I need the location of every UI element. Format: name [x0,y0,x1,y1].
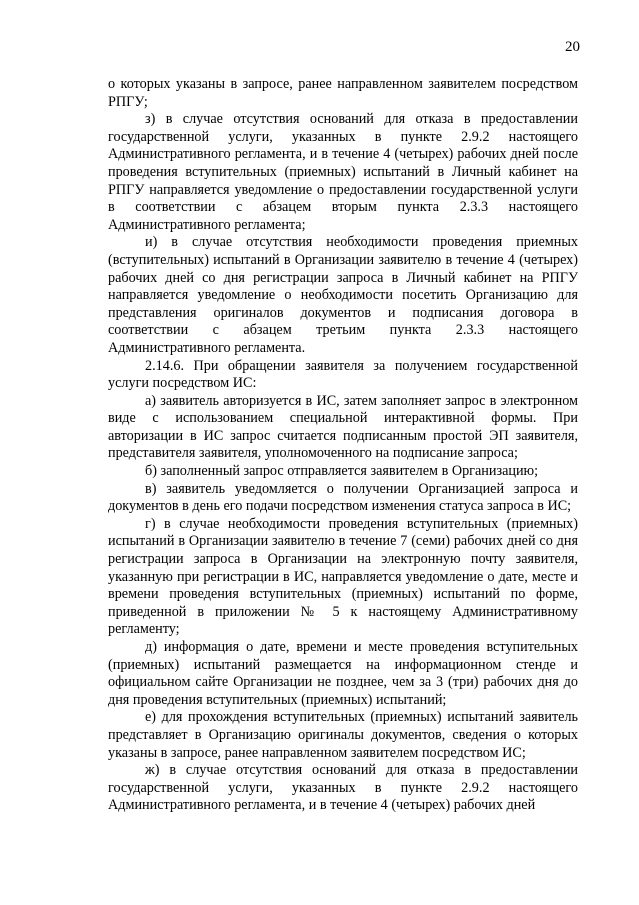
paragraph-item-zh: ж) в случае отсутствия оснований для отказа в предоставлении государственной услуги, указанных в пункте 2.9.2 настоящего Административного регламента, и в течение 4 (четырех) рабочих дней [108,762,578,814]
paragraph-item-z: з) в случае отсутствия оснований для отказа в предоставлении государственной услуги, указанных в пункте 2.9.2 настоящего Административного регламента, и в течение 4 (четырех) рабочих дней после проведения вступительных (приемных) испытаний в Личный кабинет на РПГУ направляется уведомление о предоставлении государственной услуги в соответствии с абзацем вторым пункта 2.3.3 настоящего Административного регламента; [108,111,578,233]
paragraph-item-g: г) в случае необходимости проведения вступительных (приемных) испытаний в Организации заявителю в течение 7 (семи) рабочих дней со дня регистрации запроса в Организации на электронную почту заявителя, указанную при регистрации в ИС, направляется уведомление о дате, месте и времени проведения вступительных (приемных) испытаний по форме, приведенной в приложении № 5 к настоящему Административному регламенту; [108,515,578,638]
paragraph-item-d: д) информация о дате, времени и месте проведения вступительных (приемных) испытаний размещается на информационном стенде и официальном сайте Организации не позднее, чем за 3 (три) рабочих дня до дня проведения вступительных (приемных) испытаний; [108,639,578,708]
paragraph-item-i: и) в случае отсутствия необходимости проведения приемных (вступительных) испытаний в Организации заявителю в течение 4 (четырех) рабочих дней со дня регистрации запроса в Личный кабинет на РПГУ направляется уведомление о необходимости посетить Организацию для представления оригиналов документов и подписания договора в соответствии с абзацем третьим пункта 2.3.3 настоящего Административного регламента. [108,234,578,356]
paragraph-continuation: о которых указаны в запросе, ранее направленном заявителем посредством РПГУ; [108,76,578,110]
paragraph-item-a: а) заявитель авторизуется в ИС, затем заполняет запрос в электронном виде с использованием специальной интерактивной формы. При авторизации в ИС запрос считается подписанным простой ЭП заявителя, представителя заявителя, уполномоченного на подписание запроса; [108,392,578,462]
document-body [108,76,578,815]
page-number: 20 [565,39,580,55]
paragraph-section-2-14-6: 2.14.6. При обращении заявителя за получением государственной услуги посредством ИС: [108,357,578,392]
paragraph-item-b: б) заполненный запрос отправляется заявителем в Организацию; [145,463,539,480]
paragraph-item-v: в) заявитель уведомляется о получении Организацией запроса и документов в день его подачи посредством изменения статуса запроса в ИС; [108,480,578,515]
paragraph-item-e: е) для прохождения вступительных (приемных) испытаний заявитель представляет в Организацию оригиналы документов, сведения о которых указаны в запросе, ранее направленном заявителем посредством ИС; [108,709,578,761]
